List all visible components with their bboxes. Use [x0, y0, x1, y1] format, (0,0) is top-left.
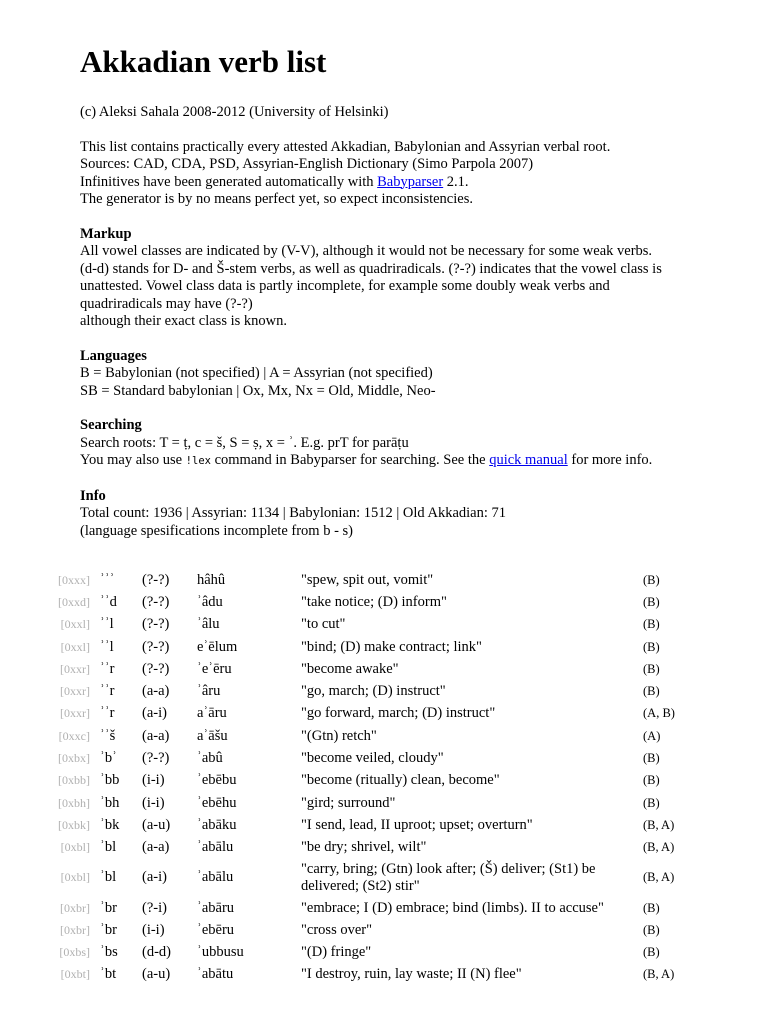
- verb-infinitive: ʾabû: [197, 750, 223, 767]
- verb-root: ʾʾl: [100, 616, 114, 633]
- verb-root: ʾʾš: [100, 727, 116, 744]
- verb-root: ʾʾl: [100, 638, 114, 655]
- verb-gloss: "spew, spit out, vomit": [301, 571, 434, 588]
- languages-section: [80, 348, 740, 401]
- verb-code: [0xbl]: [60, 870, 90, 885]
- intro-section: [80, 139, 740, 209]
- languages-line-2: SB = Standard babylonian | Ox, Mx, Nx = Old, Middle, Neo-: [80, 382, 436, 399]
- searching-line-1: Search roots: T = ṭ, c = š, S = ṣ, x = ʾ. E.g. prT for parāṭu: [80, 434, 409, 451]
- table-row: [38, 591, 675, 613]
- table-row: [38, 859, 675, 897]
- intro-line-2: Sources: CAD, CDA, PSD, Assyrian-English Dictionary (Simo Parpola 2007): [80, 156, 534, 172]
- verb-class: (i-i): [142, 772, 165, 789]
- verb-root: ʾbl: [100, 869, 117, 886]
- verb-gloss: "(Gtn) retch": [301, 727, 377, 744]
- markup-line-1: All vowel classes are indicated by (V-V), although it would not be necessary for some weak verbs.: [80, 243, 653, 259]
- verb-infinitive: aʾāšu: [197, 727, 228, 744]
- verb-class: (i-i): [142, 794, 165, 811]
- verb-code: [0xxr]: [60, 684, 90, 699]
- markup-line-2: (d-d) stands for D- and Š-stem verbs, as well as quadriradicals. (?-?) indicates that the vowel class is: [80, 260, 662, 277]
- verb-code: [0xbh]: [58, 795, 90, 810]
- verb-code: [0xbb]: [58, 773, 90, 788]
- verb-class: (?-i): [142, 899, 167, 916]
- verb-infinitive: hâhû: [197, 571, 226, 588]
- verb-infinitive: ʾâru: [197, 683, 221, 700]
- verb-language: (B): [643, 751, 660, 766]
- verb-language: (B): [643, 572, 660, 587]
- verb-gloss: "bind; (D) make contract; link": [301, 638, 482, 655]
- languages-line-1: B = Babylonian (not specified) | A = Assyrian (not specified): [80, 365, 433, 381]
- verb-root: ʾbh: [100, 794, 120, 811]
- table-row: [38, 725, 675, 747]
- verb-code: [0xbk]: [58, 817, 90, 832]
- markup-line-4: quadriradicals may have (?-?): [80, 295, 253, 312]
- verb-class: (?-?): [142, 638, 170, 655]
- table-row: [38, 747, 675, 769]
- page-title: Akkadian verb list: [80, 44, 327, 79]
- verb-language: (B): [643, 639, 660, 654]
- verb-root: ʾbl: [100, 839, 117, 856]
- table-row: [38, 814, 675, 836]
- verb-gloss: "gird; surround": [301, 794, 396, 811]
- verb-class: (a-a): [142, 839, 170, 856]
- intro-line-1: This list contains practically every attested Akkadian, Babylonian and Assyrian verbal root.: [80, 138, 611, 155]
- verb-root: ʾʾr: [100, 660, 115, 677]
- verb-root: ʾʾr: [100, 705, 115, 722]
- searching-line-2: You may also use !lex command in Babyparser for searching. See the quick manual for more info.: [80, 452, 653, 468]
- verb-root: ʾbs: [100, 944, 118, 961]
- table-row: [38, 897, 675, 919]
- verb-infinitive: ʾebēhu: [197, 794, 237, 811]
- verb-gloss: "carry, bring; (Gtn) look after; (Š) deliver; (St1) be delivered; (St2) stir": [301, 860, 596, 894]
- verb-code: [0xxl]: [60, 617, 90, 632]
- verb-language: (B, A): [643, 870, 675, 885]
- verb-class: (?-?): [142, 750, 170, 767]
- verb-code: [0xbs]: [59, 945, 90, 960]
- info-heading: Info: [80, 487, 106, 504]
- verb-class: (?-?): [142, 593, 170, 610]
- markup-heading: Markup: [80, 225, 132, 242]
- lex-command: !lex: [185, 455, 211, 467]
- document-page: [80, 44, 740, 557]
- verb-language: (B): [643, 617, 660, 632]
- verb-infinitive: eʾēlum: [197, 638, 238, 655]
- verb-infinitive: ʾabāku: [197, 816, 237, 833]
- verb-class: (a-i): [142, 869, 167, 886]
- verb-gloss: "embrace; I (D) embrace; bind (limbs). II to accuse": [301, 899, 604, 916]
- table-row: [38, 680, 675, 702]
- verb-root: ʾʾd: [100, 593, 117, 610]
- verb-language: (B): [643, 684, 660, 699]
- verb-class: (?-?): [142, 571, 170, 588]
- intro-line-3: Infinitives have been generated automatically with Babyparser 2.1.: [80, 173, 469, 190]
- quick-manual-link[interactable]: quick manual: [489, 452, 568, 468]
- verb-gloss: "become awake": [301, 660, 399, 677]
- verb-language: (A): [643, 728, 661, 743]
- verb-infinitive: ʾeʾēru: [197, 660, 232, 677]
- verb-code: [0xxc]: [58, 728, 90, 743]
- verb-root: ʾbʾ: [100, 750, 117, 767]
- verb-code: [0xbl]: [60, 840, 90, 855]
- copyright-line: (c) Aleksi Sahala 2008-2012 (University of Helsinki): [80, 104, 389, 120]
- verb-language: (B, A): [643, 840, 675, 855]
- verb-class: (?-?): [142, 660, 170, 677]
- verb-infinitive: ʾabātu: [197, 966, 234, 983]
- verb-class: (a-a): [142, 727, 170, 744]
- table-row: [38, 658, 675, 680]
- info-section: [80, 488, 740, 541]
- table-row: [38, 569, 675, 591]
- intro-line-4: The generator is by no means perfect yet, so expect inconsistencies.: [80, 191, 473, 207]
- verb-infinitive: ʾabālu: [197, 839, 234, 856]
- table-row: [38, 614, 675, 636]
- markup-section: [80, 226, 740, 331]
- verb-code: [0xbr]: [60, 900, 90, 915]
- table-row: [38, 941, 675, 963]
- verb-language: (B): [643, 594, 660, 609]
- verb-root: ʾbk: [100, 816, 120, 833]
- verb-code: [0xbr]: [60, 922, 90, 937]
- verb-root: ʾbt: [100, 966, 117, 983]
- verb-gloss: "to cut": [301, 616, 346, 633]
- table-row: [38, 964, 675, 986]
- table-row: [38, 770, 675, 792]
- verb-code: [0xxx]: [58, 572, 90, 587]
- verb-language: (B): [643, 795, 660, 810]
- verb-class: (a-u): [142, 966, 171, 983]
- verb-code: [0xxr]: [60, 661, 90, 676]
- verb-gloss: "take notice; (D) inform": [301, 593, 447, 610]
- verb-infinitive: ʾabāru: [197, 899, 235, 916]
- verb-root: ʾbr: [100, 921, 117, 938]
- verb-class: (i-i): [142, 921, 165, 938]
- verb-class: (a-a): [142, 683, 170, 700]
- verb-class: (?-?): [142, 616, 170, 633]
- verb-code: [0xbx]: [58, 751, 90, 766]
- verb-class: (a-i): [142, 705, 167, 722]
- verb-infinitive: aʾāru: [197, 705, 227, 722]
- verb-root: ʾʾʾ: [100, 571, 115, 588]
- verb-root: ʾʾr: [100, 683, 115, 700]
- verb-gloss: "be dry; shrivel, wilt": [301, 839, 427, 856]
- info-line-2: (language spesifications incomplete from b - s): [80, 522, 354, 539]
- verb-code: [0xxr]: [60, 706, 90, 721]
- markup-line-3: unattested. Vowel class data is partly incomplete, for example some doubly weak verbs and: [80, 278, 610, 294]
- verb-class: (a-u): [142, 816, 171, 833]
- info-line-1: Total count: 1936 | Assyrian: 1134 | Babylonian: 1512 | Old Akkadian: 71: [80, 505, 507, 521]
- verb-gloss: "go forward, march; (D) instruct": [301, 705, 496, 722]
- babyparser-link[interactable]: Babyparser: [377, 173, 444, 190]
- verb-infinitive: ʾebēru: [197, 921, 235, 938]
- verb-gloss: "cross over": [301, 921, 373, 938]
- table-row: [38, 792, 675, 814]
- verb-gloss: "(D) fringe": [301, 944, 372, 961]
- verb-language: (B): [643, 661, 660, 676]
- verb-infinitive: ʾubbusu: [197, 944, 244, 961]
- verb-language: (B, A): [643, 967, 675, 982]
- verb-gloss: "go, march; (D) instruct": [301, 683, 446, 700]
- markup-line-5: although their exact class is known.: [80, 313, 287, 329]
- verb-gloss: "I send, lead, II uproot; upset; overturn": [301, 816, 533, 833]
- verb-table: [38, 569, 675, 986]
- verb-language: (B): [643, 945, 660, 960]
- verb-infinitive: ʾâdu: [197, 593, 223, 610]
- verb-root: ʾbb: [100, 772, 120, 789]
- verb-language: (B): [643, 773, 660, 788]
- verb-language: (A, B): [643, 706, 675, 721]
- verb-language: (B): [643, 922, 660, 937]
- verb-gloss: "become (ritually) clean, become": [301, 772, 500, 789]
- verb-infinitive: ʾabālu: [197, 869, 234, 886]
- verb-language: (B): [643, 900, 660, 915]
- searching-heading: Searching: [80, 417, 142, 433]
- verb-infinitive: ʾebēbu: [197, 772, 237, 789]
- searching-section: [80, 417, 740, 471]
- table-row: [38, 919, 675, 941]
- verb-code: [0xxl]: [60, 639, 90, 654]
- verb-class: (d-d): [142, 944, 171, 961]
- verb-gloss: "become veiled, cloudy": [301, 750, 444, 767]
- verb-code: [0xxd]: [58, 594, 90, 609]
- verb-gloss: "I destroy, ruin, lay waste; II (N) flee": [301, 966, 522, 983]
- languages-heading: Languages: [80, 347, 147, 364]
- verb-infinitive: ʾâlu: [197, 616, 220, 633]
- table-row: [38, 703, 675, 725]
- table-row: [38, 636, 675, 658]
- verb-root: ʾbr: [100, 899, 117, 916]
- table-row: [38, 837, 675, 859]
- verb-code: [0xbt]: [60, 967, 90, 982]
- verb-language: (B, A): [643, 817, 675, 832]
